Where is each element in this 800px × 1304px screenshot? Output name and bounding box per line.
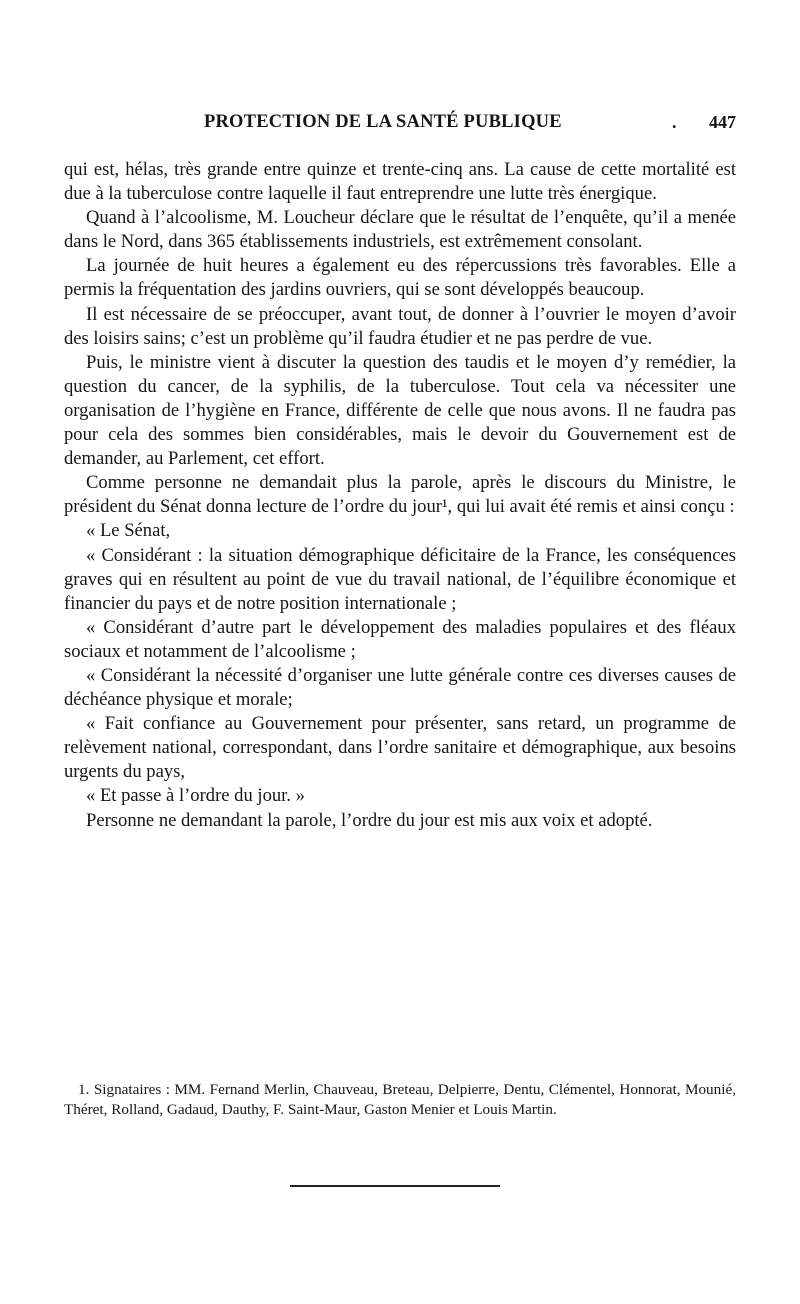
running-title: PROTECTION DE LA SANTÉ PUBLIQUE	[204, 112, 562, 132]
paragraph: « Et passe à l’ordre du jour. »	[86, 785, 305, 807]
paragraph: qui est, hélas, très grande entre quinze et trente-cinq ans. La cause de cette mortalité est due à la tuberculose contre laquelle il faut entreprendre une lutte très énergique.	[64, 159, 736, 205]
paragraph: Puis, le ministre vient à discuter la question des taudis et le moyen d’y remédier, la question du cancer, de la syphilis, de la tuberculose. Tout cela va nécessiter une organisation de l’hygiène en France, différente de celle que nous avons. Il ne faudra pas pour cela des sommes bien considérables, mais le devoir du Gouvernement est de demander, au Parlement, cet effort.	[64, 351, 736, 470]
paragraph: Personne ne demandant la parole, l’ordre du jour est mis aux voix et adopté.	[86, 809, 653, 831]
paragraph: « Fait confiance au Gouvernement pour présenter, sans retard, un programme de relèvement national, correspondant, dans l’ordre sanitaire et démographique, aux besoins urgents du pays,	[64, 713, 736, 783]
paragraph: Comme personne ne demandait plus la parole, après le discours du Ministre, le président du Sénat donna lecture de l’ordre du jour¹, qui lui avait été remis et ainsi conçu :	[64, 472, 736, 518]
paragraph: « Considérant : la situation démographique déficitaire de la France, les conséquences graves qui en résultent au point de vue du travail national, de l’équilibre économique et financier du pays et de notre position internationale ;	[64, 544, 736, 614]
page-number: 447	[709, 112, 736, 132]
page-header	[64, 112, 736, 142]
paragraph: Quand à l’alcoolisme, M. Loucheur déclare que le résultat de l’enquête, qu’il a menée dans le Nord, dans 365 établissements industriels, est extrêmement consolant.	[64, 207, 736, 253]
end-rule	[290, 1185, 500, 1187]
footnote: 1. Signataires : MM. Fernand Merlin, Chauveau, Breteau, Delpierre, Dentu, Clémentel, Honnorat, Mounié, Théret, Rolland, Gadaud, Dauthy, F. Saint-Maur, Gaston Menier et Louis Martin.	[64, 1081, 736, 1118]
paragraph: « Considérant d’autre part le développement des maladies populaires et des fléaux sociaux et notamment de l’alcoolisme ;	[64, 616, 736, 662]
body-text	[64, 158, 736, 833]
paragraph: La journée de huit heures a également eu des répercussions très favorables. Elle a permis la fréquentation des jardins ouvriers, qui se sont développés beaucoup.	[64, 255, 736, 301]
header-separator: .	[672, 112, 677, 132]
paragraph: « Considérant la nécessité d’organiser une lutte générale contre ces diverses causes de déchéance physique et morale;	[64, 664, 736, 711]
paragraph: Il est nécessaire de se préoccuper, avant tout, de donner à l’ouvrier le moyen d’avoir des loisirs sains; c’est un problème qu’il faudra étudier et ne pas perdre de vue.	[64, 303, 736, 349]
paragraph: « Le Sénat,	[86, 520, 171, 542]
